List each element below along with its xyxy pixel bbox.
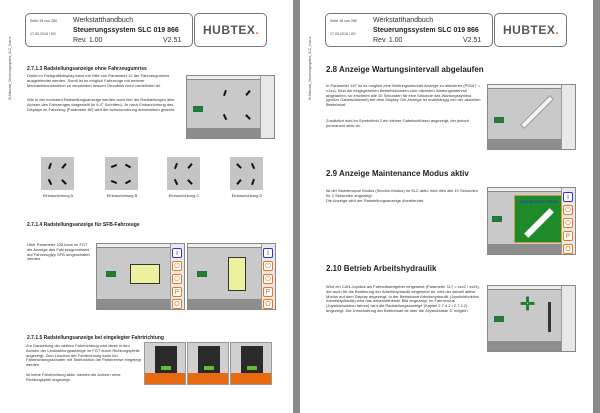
orientation-b-image [105,157,138,190]
orientation-label: Einbaurichtung A [42,193,74,198]
left-page [0,0,293,413]
page-number: Seite 15 von 280 [30,19,57,23]
paragraph: Über Parameter 228 kann im FGT die Anzeige des Fahrzeugumrisses auf Fahrzeugtyp SFB umgeschaltet werden. [27,242,90,262]
maintenance-overlay [514,195,562,243]
direction-display-1 [144,342,186,385]
header-date: 17.05.2018 / KD [30,32,56,36]
section-heading: 2.9 Anzeige Maintenance Modus aktiv [326,169,469,178]
battery-icon [494,316,504,322]
orientation-a-image [41,157,74,190]
page-number: Seite 16 von 280 [330,19,357,23]
direction-display-3 [230,342,272,385]
paragraph: Direkt im Farbgrafikdisplay kann mit Hilfe von Parameter 12 der Fahrzeugumriss ausgeblendet werden. Somit ist es möglich Fahrzeuge mit anderer Mechanikkonstruktion zu verwenden dessen Grundriss nicht vordefiniert ist. [27,73,170,88]
header-version: V2.51 [463,37,482,44]
maintenance-interval-display [487,84,576,150]
fork-icon [548,302,551,332]
wrench-icon [520,95,554,129]
sfb-display-2: i ⏻ ⏻ P O [187,243,276,310]
paragraph: In Parameter 167 ist es möglich eine Wartungsintervall-Anzeige zu aktivieren (PS167 = x1xx). Sind die eingegebenen Betriebsstunden zum nächsten Wartungsintervall abgelaufen, so erscheint alle 10 Sekunden für eine Sekunde das Wartungssymbol (großer Gabelschlüssel) auf dem Display. Die Anzeige ist unabhängig von der aktuellen Betriebsart. [326,83,481,108]
paragraph: Zusätzlich wird im Symbolfeld 2 ein kleiner Gabelschlüssel angezeigt, der jedoch permanent aktiv ist. [326,118,469,128]
side-filename: W-Manuals_Steuerungssystem_SLC_0.docx [8,36,12,100]
orientation-d-image [230,157,263,190]
battery-icon [197,271,207,277]
maintenance-mode-text: Maintenance Mode [520,199,559,204]
hydraulics-display [487,285,576,352]
header-rev: Rev. 1.00 [73,37,103,44]
wrench-icon [524,208,554,238]
orientation-label: Einbaurichtung D [231,193,263,198]
header-version: V2.51 [163,37,182,44]
paragraph: Ist keine Fahrtrichtung aktiv, werden die Achsen ohne Richtungspfeil angezeigt. [26,372,121,382]
joystick-arrows-icon: ✛ [520,294,536,314]
paragraph: Zur Darstellung der aktiven Fahrtrichtung wird diese in den Achsen der Lenkstellungsanzeige im FGT durch Richtungspfeile angezeigt. Zum Löschen der Fahrtrichtung kann bei Fahrtrichtungsschalter mit Tastfunktion die Parkbremse eingelegt werden. [26,343,141,368]
header-rev: Rev. 1.00 [373,37,403,44]
vehicle-outline [228,257,246,291]
paragraph: Wird ein CAN-Joystick als Fahrsollwertgeber eingesetzt (Parameter 117 = xxx2 / xx2x), der auch für die Bedienung der Arbeitshydraulik eingesetzt ist, wird der aktuell aktive Modus auf dem Display angezeigt. In der Betriebsart Arbeitshydraulik (Joystickfunktion Arbeitshydraulik) wird das nebenstehende Bild angezeigt. Im Fahrmodus (Joystickfunktion fahren) wird die Radstellungsanzeige (Kapitel 2.7.4.1 / 2.7.4.2) angezeigt. Die Umschaltung der Betriebsart ist über die Joysticktaste ① möglich. [326,284,480,313]
orientation-label: Einbaurichtung C [168,193,200,198]
header-book: Werkstatthandbuch [373,17,434,24]
page-header [325,13,493,47]
paragraph: Ist der Maintenance Modus (Service-Modus) im SLC aktiv, wird dies alle 10 Sekunden für 2 Sekunden angezeigt. [326,188,478,198]
battery-icon [193,106,203,112]
hubtex-logo: HUBTEX. [203,23,260,37]
vehicle-outline [130,264,160,284]
right-page [300,0,593,413]
header-date: 17.05.2018 / KD [330,32,356,36]
orientation-label: Einbaurichtung B [106,193,138,198]
section-heading: 2.7.1.3 Radstellungsanzeige ohne Fahrzeugumriss [27,66,147,72]
side-filename: W-Manuals_Steuerungssystem_SLC_0.docx [308,36,312,100]
battery-icon [494,117,504,123]
section-heading: 2.7.1.4 Radstellungsanzeige für SFB-Fahrzeuge [27,222,140,228]
battery-icon [492,216,502,222]
paragraph: Wie in der normalen Radstellungsanzeige werden auch hier die Radstellungen aller Achsen des Fahrzeuges dargestellt (in 6,4° Schritten). Je nach Einbaurichtung des Displays im Fahrzeug (Parameter 80) wird die Achszuordnung automatisch gedreht. [27,97,176,112]
orientation-c-image [167,157,200,190]
direction-display-2 [187,342,229,385]
sfb-display-1: i ⏻ ⏻ P O [96,243,185,310]
section-heading: 2.8 Anzeige Wartungsintervall abgelaufen [326,65,484,74]
section-heading: 2.7.1.5 Radstellungsanzeige bei eingelegter Fahrtrichtung [27,335,164,341]
header-system: Steuerungssystem SLC 019 866 [73,27,179,34]
display-screenshot [186,75,275,139]
logo-box [494,13,567,47]
maintenance-mode-display: i ⏻ ⏻ P O Maintenance Mode [487,187,576,255]
page-header [25,13,193,47]
header-system: Steuerungssystem SLC 019 866 [373,27,479,34]
section-heading: 2.10 Betrieb Arbeitshydraulik [326,264,437,273]
paragraph: Die Anzeige wird der Radstellungsanzeige überblendet. [326,198,425,203]
logo-box [194,13,267,47]
battery-icon [106,271,116,277]
header-book: Werkstatthandbuch [73,17,134,24]
hubtex-logo: HUBTEX. [503,23,560,37]
